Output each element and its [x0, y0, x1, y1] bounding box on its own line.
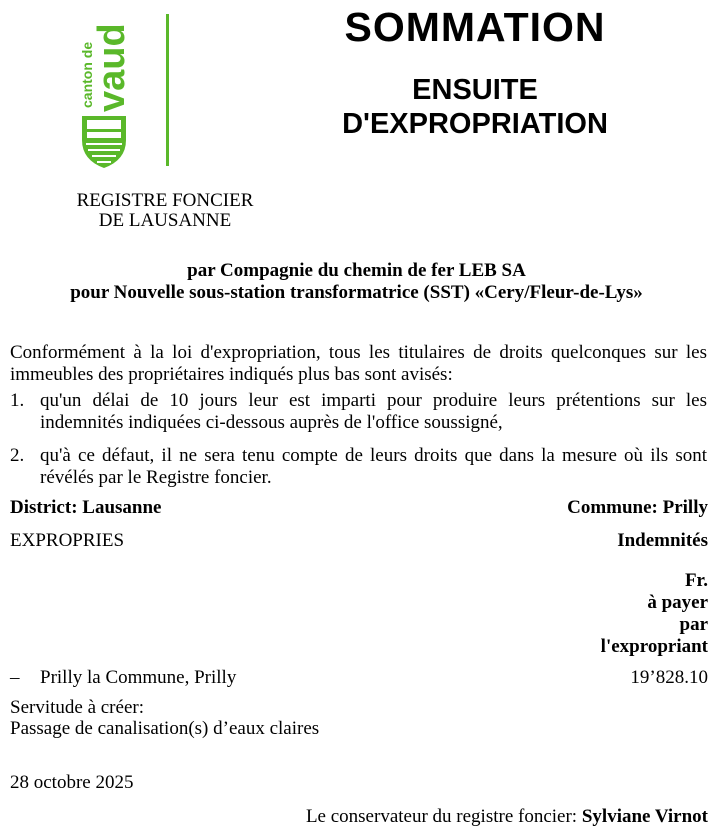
entry-dash: – — [10, 667, 20, 688]
servitude-description: Passage de canalisation(s) d’eaux claires — [10, 718, 320, 739]
item-number: 1. — [10, 390, 25, 411]
amount-column-header — [601, 570, 708, 658]
amount-header-line: l'expropriant — [600, 636, 708, 657]
notice-item-2 — [10, 445, 707, 489]
logo-divider — [166, 14, 169, 166]
amount-header-line: par — [679, 614, 708, 635]
notice-intro: Conformément à la loi d'expropriation, tous les titulaires de droits quelconques sur les immeubles des propriétaires indiqués plus bas sont avisés: — [10, 342, 707, 385]
district-label: District: Lausanne — [10, 497, 162, 518]
amount-header-line: Fr. — [684, 570, 708, 591]
expropriator-line: par Compagnie du chemin de fer LEB SA — [187, 260, 526, 281]
item-number: 2. — [10, 445, 25, 466]
subtitle-line-1: ENSUITE — [412, 74, 538, 106]
registry-line-2: DE LAUSANNE — [98, 210, 232, 231]
item-text: qu'un délai de 10 jours leur est imparti pour produire leurs prétentions sur les indemnités indiquées ci-dessous auprès de l'office soussigné, — [40, 390, 707, 433]
expropries-header: EXPROPRIES — [10, 530, 125, 551]
registry-line-1: REGISTRE FONCIER — [76, 190, 254, 211]
commune-label: Commune: Prilly — [567, 497, 708, 518]
logo-text-vaud: vaud — [91, 23, 133, 112]
owner-name: Prilly la Commune, Prilly — [40, 667, 237, 688]
indemnity-amount: 19’828.10 — [630, 667, 708, 688]
signature-line — [306, 806, 708, 828]
document-date: 28 octobre 2025 — [10, 772, 134, 793]
project-line: pour Nouvelle sous-station transformatrice (SST) «Cery/Fleur-de-Lys» — [70, 282, 643, 303]
signatory-name: Sylviane Virnot — [581, 806, 708, 827]
amount-header-line: à payer — [647, 592, 708, 613]
page-title: SOMMATION — [344, 4, 606, 50]
indemnites-header: Indemnités — [617, 530, 708, 551]
notice-item-1 — [10, 390, 707, 434]
logo-text-canton-de: canton de — [79, 41, 95, 108]
table-row — [10, 667, 236, 689]
canton-vaud-logo — [70, 8, 140, 173]
vaud-logo-icon — [70, 8, 140, 173]
item-text: qu'à ce défaut, il ne sera tenu compte de leurs droits que dans la mesure où ils sont révélés par le Registre foncier. — [40, 445, 707, 488]
signature-label: Le conservateur du registre foncier: — [305, 806, 578, 827]
servitude-title: Servitude à créer: — [10, 697, 144, 718]
subtitle-line-2: D'EXPROPRIATION — [342, 108, 608, 140]
